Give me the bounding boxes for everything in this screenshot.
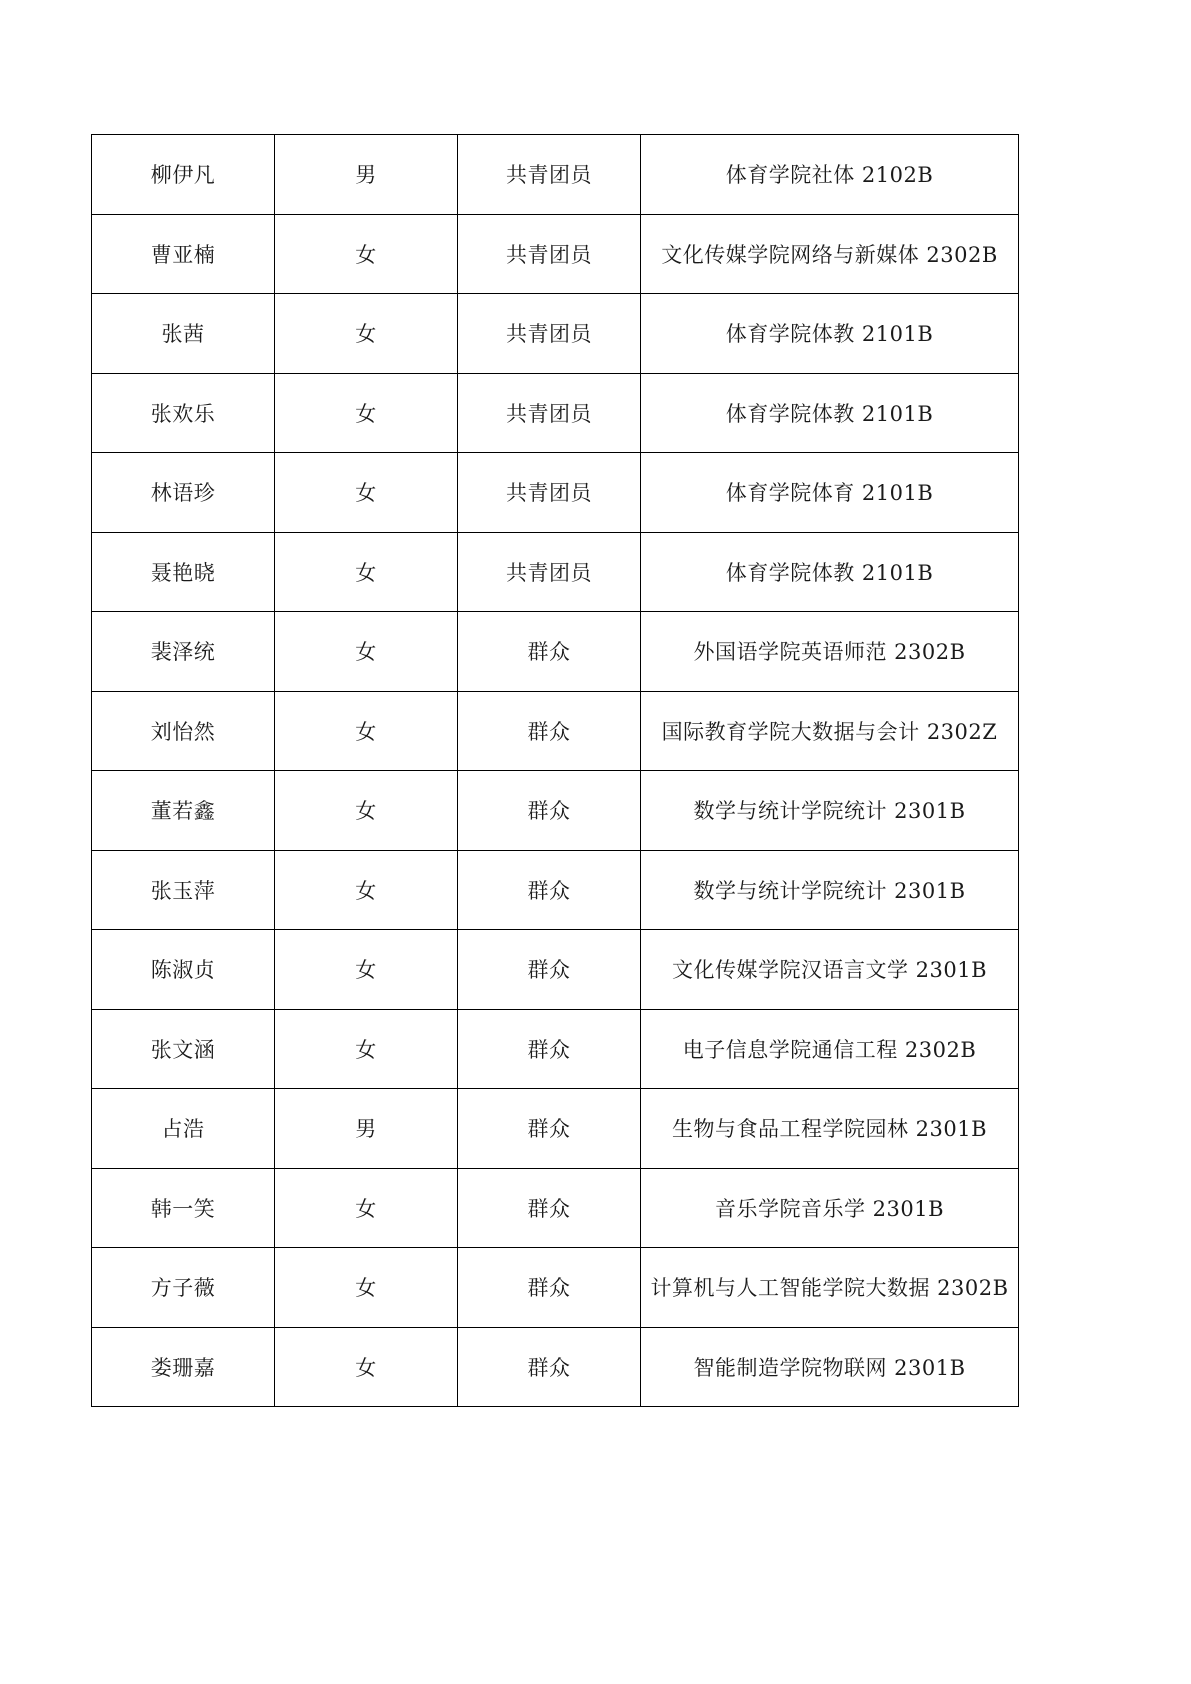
- political-status-cell: 群众: [458, 771, 641, 851]
- table-row: [92, 612, 1019, 692]
- name-cell: 方子薇: [92, 1248, 275, 1328]
- name-cell: 董若鑫: [92, 771, 275, 851]
- table-row: [92, 373, 1019, 453]
- name-cell: 占浩: [92, 1089, 275, 1169]
- gender-cell: 男: [275, 1089, 458, 1169]
- gender-cell: 女: [275, 214, 458, 294]
- gender-cell: 女: [275, 612, 458, 692]
- table-row: [92, 532, 1019, 612]
- name-cell: 刘怡然: [92, 691, 275, 771]
- gender-cell: 女: [275, 1168, 458, 1248]
- gender-cell: 女: [275, 1009, 458, 1089]
- political-status-cell: 群众: [458, 1248, 641, 1328]
- name-cell: 张茜: [92, 294, 275, 374]
- class-cell: 体育学院体育 2101B: [641, 453, 1019, 533]
- name-cell: 林语珍: [92, 453, 275, 533]
- class-cell: 体育学院社体 2102B: [641, 135, 1019, 215]
- table-row: [92, 453, 1019, 533]
- table-row: [92, 850, 1019, 930]
- class-cell: 文化传媒学院网络与新媒体 2302B: [641, 214, 1019, 294]
- gender-cell: 女: [275, 373, 458, 453]
- political-status-cell: 群众: [458, 850, 641, 930]
- table-row: [92, 691, 1019, 771]
- table-row: [92, 771, 1019, 851]
- class-cell: 数学与统计学院统计 2301B: [641, 771, 1019, 851]
- name-cell: 张玉萍: [92, 850, 275, 930]
- name-cell: 陈淑贞: [92, 930, 275, 1010]
- political-status-cell: 共青团员: [458, 294, 641, 374]
- class-cell: 国际教育学院大数据与会计 2302Z: [641, 691, 1019, 771]
- political-status-cell: 群众: [458, 691, 641, 771]
- table-row: [92, 294, 1019, 374]
- name-cell: 曹亚楠: [92, 214, 275, 294]
- name-cell: 韩一笑: [92, 1168, 275, 1248]
- name-cell: 聂艳晓: [92, 532, 275, 612]
- class-cell: 体育学院体教 2101B: [641, 294, 1019, 374]
- political-status-cell: 共青团员: [458, 373, 641, 453]
- gender-cell: 女: [275, 771, 458, 851]
- table-row: [92, 1089, 1019, 1169]
- name-cell: 柳伊凡: [92, 135, 275, 215]
- gender-cell: 女: [275, 930, 458, 1010]
- class-cell: 体育学院体教 2101B: [641, 532, 1019, 612]
- gender-cell: 女: [275, 532, 458, 612]
- gender-cell: 女: [275, 691, 458, 771]
- gender-cell: 男: [275, 135, 458, 215]
- table-row: [92, 1009, 1019, 1089]
- class-cell: 音乐学院音乐学 2301B: [641, 1168, 1019, 1248]
- gender-cell: 女: [275, 1248, 458, 1328]
- table-row: [92, 214, 1019, 294]
- political-status-cell: 共青团员: [458, 532, 641, 612]
- table-row: [92, 930, 1019, 1010]
- political-status-cell: 共青团员: [458, 135, 641, 215]
- name-cell: 娄珊嘉: [92, 1327, 275, 1407]
- class-cell: 电子信息学院通信工程 2302B: [641, 1009, 1019, 1089]
- political-status-cell: 共青团员: [458, 453, 641, 533]
- name-cell: 张欢乐: [92, 373, 275, 453]
- table-row: [92, 135, 1019, 215]
- class-cell: 生物与食品工程学院园林 2301B: [641, 1089, 1019, 1169]
- class-cell: 外国语学院英语师范 2302B: [641, 612, 1019, 692]
- gender-cell: 女: [275, 453, 458, 533]
- class-cell: 计算机与人工智能学院大数据 2302B: [641, 1248, 1019, 1328]
- political-status-cell: 群众: [458, 1168, 641, 1248]
- gender-cell: 女: [275, 1327, 458, 1407]
- political-status-cell: 共青团员: [458, 214, 641, 294]
- table-row: [92, 1168, 1019, 1248]
- name-cell: 裴泽统: [92, 612, 275, 692]
- table-row: [92, 1248, 1019, 1328]
- political-status-cell: 群众: [458, 1089, 641, 1169]
- class-cell: 智能制造学院物联网 2301B: [641, 1327, 1019, 1407]
- political-status-cell: 群众: [458, 612, 641, 692]
- class-cell: 数学与统计学院统计 2301B: [641, 850, 1019, 930]
- name-cell: 张文涵: [92, 1009, 275, 1089]
- table-row: [92, 1327, 1019, 1407]
- roster-table: [91, 134, 1019, 1407]
- class-cell: 体育学院体教 2101B: [641, 373, 1019, 453]
- political-status-cell: 群众: [458, 1327, 641, 1407]
- gender-cell: 女: [275, 294, 458, 374]
- political-status-cell: 群众: [458, 930, 641, 1010]
- political-status-cell: 群众: [458, 1009, 641, 1089]
- class-cell: 文化传媒学院汉语言文学 2301B: [641, 930, 1019, 1010]
- gender-cell: 女: [275, 850, 458, 930]
